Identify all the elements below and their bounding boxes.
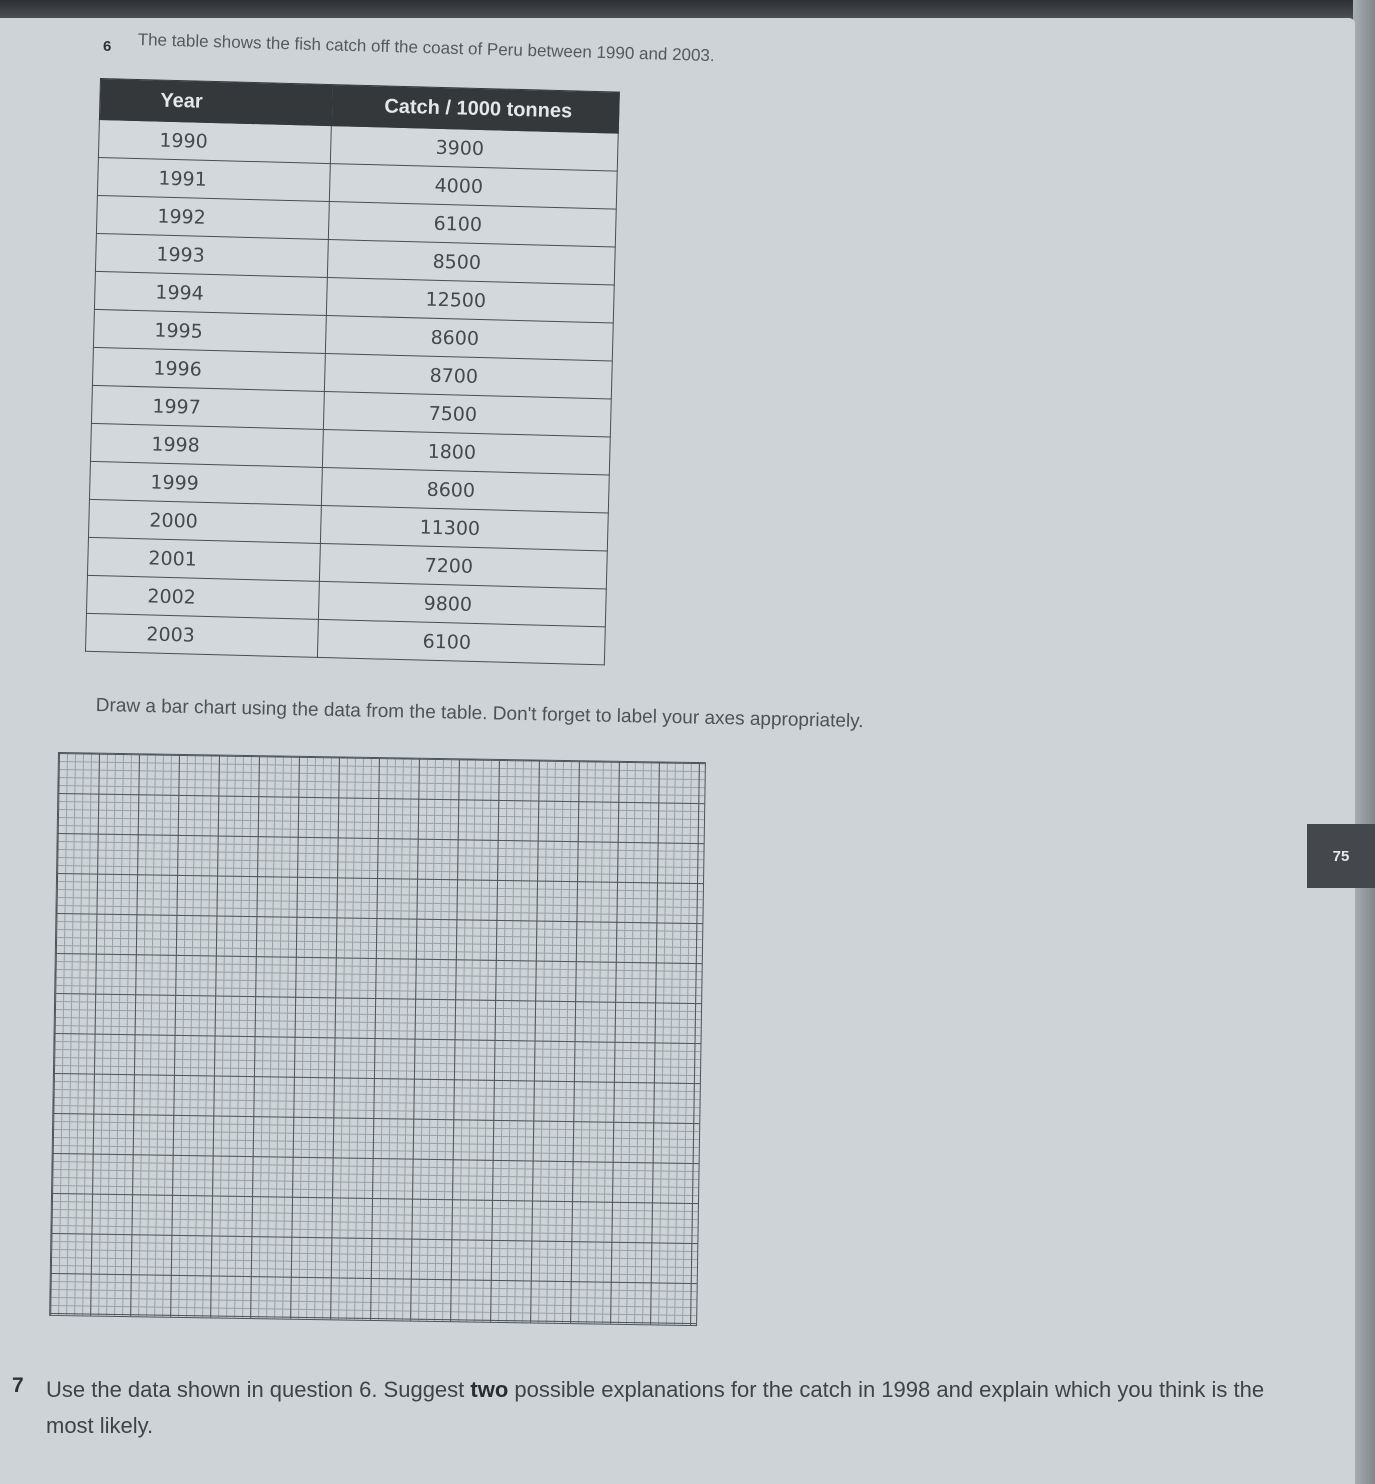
year-cell: 1995 (93, 309, 326, 353)
question-7-text-start: Use the data shown in question 6. Suggest (46, 1377, 471, 1402)
catch-cell: 8500 (327, 240, 615, 285)
year-cell: 1993 (95, 233, 328, 277)
page-edge (1353, 0, 1375, 1484)
catch-cell: 3900 (330, 126, 618, 171)
year-cell: 1994 (94, 271, 327, 315)
bar-chart-instruction: Draw a bar chart using the data from the table. Don't forget to label your axes appropriately. (95, 695, 864, 733)
catch-cell: 8600 (325, 316, 613, 361)
catch-cell: 9800 (318, 581, 606, 626)
header-year: Year (99, 79, 332, 126)
graph-paper-grid[interactable] (49, 752, 706, 1326)
fish-catch-table (85, 78, 620, 665)
year-cell: 1997 (91, 385, 324, 429)
question-7-number: 7 (12, 1374, 24, 1397)
year-cell: 2002 (86, 575, 319, 619)
header-catch: Catch / 1000 tonnes (331, 85, 619, 133)
year-cell: 1992 (96, 195, 329, 239)
year-cell: 2000 (88, 499, 321, 543)
catch-cell: 12500 (326, 278, 614, 323)
year-cell: 1990 (98, 119, 331, 163)
year-cell: 1999 (89, 461, 322, 505)
page-number-tab: 75 (1307, 824, 1375, 888)
question-6-prompt: The table shows the fish catch off the coast of Peru between 1990 and 2003. (137, 30, 715, 66)
year-cell: 1996 (92, 347, 325, 391)
catch-cell: 8700 (324, 353, 612, 398)
year-cell: 1998 (90, 423, 323, 467)
question-6-number: 6 (103, 38, 112, 55)
question-7-text-end: possible explanations for the catch in 1998 and explain which you think is the most likely. (46, 1377, 1265, 1438)
catch-cell: 8600 (321, 467, 609, 512)
question-7-prompt (46, 1372, 1276, 1444)
question-7-emphasis: two (470, 1377, 509, 1402)
catch-cell: 7200 (319, 543, 607, 588)
catch-cell: 7500 (323, 391, 611, 436)
catch-cell: 1800 (322, 429, 610, 474)
catch-cell: 4000 (329, 164, 617, 209)
catch-cell: 6100 (317, 619, 605, 664)
year-cell: 1991 (97, 157, 330, 201)
catch-cell: 6100 (328, 202, 616, 247)
year-cell: 2001 (87, 537, 320, 581)
catch-cell: 11300 (320, 505, 608, 550)
year-cell: 2003 (85, 613, 318, 657)
